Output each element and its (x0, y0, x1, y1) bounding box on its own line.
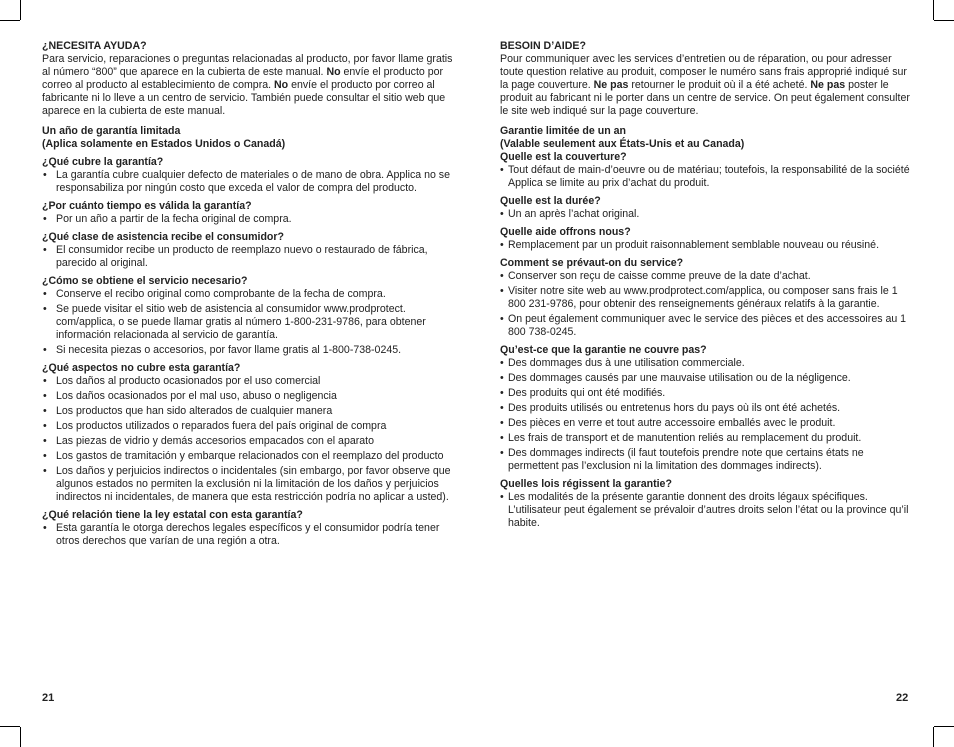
bullet-item: • Des produits qui ont été modifiés. (500, 387, 912, 400)
bullet-item: • Visiter notre site web au www.prodprotect.com/applica, ou composer sans frais le 1 800 231-9786, pour obtenir des renseignements généraux relatifs à la garantie. (500, 285, 912, 311)
question-heading: ¿Qué relación tiene la ley estatal con esta garantía? (42, 509, 303, 521)
answer-list (42, 522, 460, 548)
help-text: poster le produit au fabricant ni le porter dans un centre de service. On peut également consulter le site web indiqué sur la page couverture. (500, 79, 910, 117)
bullet-item: • Les modalités de la présente garantie donnent des droits légaux spécifiques. L’utilisateur peut également se prévaloir d’autres droits selon l’état ou la province qu’il habite. (500, 491, 912, 530)
answer-list (42, 288, 460, 357)
french-warranty-column (500, 40, 912, 532)
answer-list (42, 213, 460, 226)
question-heading: ¿Cómo se obtiene el servicio necesario? (42, 275, 248, 287)
bullet-item: • Un an après l’achat original. (500, 208, 912, 221)
bullet-item: • Tout défaut de main-d’oeuvre ou de matériau; toutefois, la responsabilité de la société Applica se limite au prix d’achat du produit. (500, 164, 912, 190)
bullet-item: • El consumidor recibe un producto de reemplazo nuevo o restaurado de fábrica, parecido al original. (42, 244, 460, 270)
bullet-item: • Des dommages dus à une utilisation commerciale. (500, 357, 912, 370)
bullet-item: • Conserver son reçu de caisse comme preuve de la date d’achat. (500, 270, 912, 283)
bullet-item: • Les frais de transport et de manutention reliés au remplacement du produit. (500, 432, 912, 445)
answer-list (500, 491, 912, 530)
bullet-item: • Por un año a partir de la fecha original de compra. (42, 213, 460, 226)
help-heading: ¿NECESITA AYUDA? (42, 40, 147, 52)
bullet-item: • Conserve el recibo original como comprobante de la fecha de compra. (42, 288, 460, 301)
crop-mark (934, 726, 954, 727)
question-heading: Quelle est la durée? (500, 195, 601, 207)
question-heading: ¿Qué clase de asistencia recibe el consumidor? (42, 231, 284, 243)
warranty-title: Un año de garantía limitada (42, 125, 181, 137)
bullet-item: • Des produits utilisés ou entretenus hors du pays où ils ont été achetés. (500, 402, 912, 415)
spanish-warranty-column (42, 40, 460, 550)
crop-mark (933, 727, 934, 747)
crop-mark (20, 727, 21, 747)
bullet-item: • Si necesita piezas o accesorios, por favor llame gratis al 1-800-738-0245. (42, 344, 460, 357)
answer-list (500, 208, 912, 221)
bullet-item: • Los daños y perjuicios indirectos o incidentales (sin embargo, por favor observe que algunos estados no permiten la exclusión ni la limitación de los daños y perjuicios indirectos ni incidentales, de manera que esta restricción podría no aplicar a usted). (42, 465, 460, 504)
bullet-item: • Se puede visitar el sitio web de asistencia al consumidor www.prodprotect. com/applica, o se puede llamar gratis al número 1-800-231-9786, para obtener información relacionada al servicio de garantía. (42, 303, 460, 342)
help-text: retourner le produit où il a été acheté. (628, 79, 811, 91)
bullet-item: • Des dommages indirects (il faut toutefois prendre note que certains états ne permettent pas l’exclusion ni la limitation des dommages indirects). (500, 447, 912, 473)
help-text: envíe el producto por correo al fabricante ni lo lleve a un centro de servicio. También puede consultar el sitio web que aparece en la cubierta de este manual. (42, 79, 446, 117)
question-heading: Quelle est la couverture? (500, 151, 627, 163)
bullet-item: • Remplacement par un produit raisonnablement semblable nouveau ou réusiné. (500, 239, 912, 252)
bullet-item: • Des dommages causés par une mauvaise utilisation ou de la négligence. (500, 372, 912, 385)
help-text: Para servicio, reparaciones o preguntas relacionadas al producto, por favor llame gratis al número “800” que aparece en la cubierta de este manual. (42, 53, 453, 78)
crop-mark (20, 0, 21, 20)
bullet-item: • Des pièces en verre et tout autre accessoire emballés avec le produit. (500, 417, 912, 430)
warranty-title: Garantie limitée de un an (500, 125, 626, 137)
question-heading: ¿Qué aspectos no cubre esta garantía? (42, 362, 241, 374)
answer-list (500, 164, 912, 190)
crop-mark (933, 0, 934, 20)
question-heading: Qu’est-ce que la garantie ne couvre pas? (500, 344, 707, 356)
bullet-item: • La garantía cubre cualquier defecto de materiales o de mano de obra. Applica no se responsabiliza por ningún costo que exceda el valor de compra del producto. (42, 169, 460, 195)
help-heading: BESOIN D’AIDE? (500, 40, 586, 52)
question-heading: ¿Qué cubre la garantía? (42, 156, 164, 168)
bullet-item: • Los productos utilizados o reparados fuera del país original de compra (42, 420, 460, 433)
bullet-item: • Los daños al producto ocasionados por el uso comercial (42, 375, 460, 388)
warranty-subtitle: (Valable seulement aux États-Unis et au Canada) (500, 138, 745, 150)
emphasis-no: No (326, 66, 341, 78)
help-paragraph (42, 53, 460, 118)
question-heading: Comment se prévaut-on du service? (500, 257, 684, 269)
question-heading: Quelles lois régissent la garantie? (500, 478, 672, 490)
answer-list (42, 375, 460, 504)
answer-list (500, 357, 912, 473)
bullet-item: • Los gastos de tramitación y embarque relacionados con el reemplazo del producto (42, 450, 460, 463)
emphasis-no: No (274, 79, 289, 91)
emphasis-ne-pas: Ne pas (810, 79, 846, 91)
answer-list (42, 244, 460, 270)
crop-mark (0, 20, 20, 21)
bullet-item: • Los daños ocasionados por el mal uso, abuso o negligencia (42, 390, 460, 403)
question-heading: Quelle aide offrons nous? (500, 226, 631, 238)
help-text: envíe el producto por correo al producto al establecimiento de compra. (42, 66, 444, 91)
page-number-left: 21 (42, 692, 55, 704)
bullet-item: • Los productos que han sido alterados de cualquier manera (42, 405, 460, 418)
bullet-item: • Esta garantía le otorga derechos legales específicos y el consumidor podría tener otros derechos que varían de una región a otra. (42, 522, 460, 548)
crop-mark (934, 20, 954, 21)
crop-mark (0, 726, 20, 727)
help-paragraph (500, 53, 912, 118)
help-text: Pour communiquer avec les services d’entretien ou de réparation, ou pour adresser toute question relative au produit, composer le numéro sans frais approprié indiqué sur la page couverture. (500, 53, 907, 91)
bullet-item: • Las piezas de vidrio y demás accesorios empacados con el aparato (42, 435, 460, 448)
page-number-right: 22 (896, 692, 909, 704)
bullet-item: • On peut également communiquer avec le service des pièces et des accessoires au 1 800 738-0245. (500, 313, 912, 339)
answer-list (500, 270, 912, 339)
warranty-subtitle: (Aplica solamente en Estados Unidos o Canadá) (42, 138, 286, 150)
question-heading: ¿Por cuánto tiempo es válida la garantía? (42, 200, 252, 212)
emphasis-ne-pas: Ne pas (593, 79, 629, 91)
answer-list (42, 169, 460, 195)
answer-list (500, 239, 912, 252)
